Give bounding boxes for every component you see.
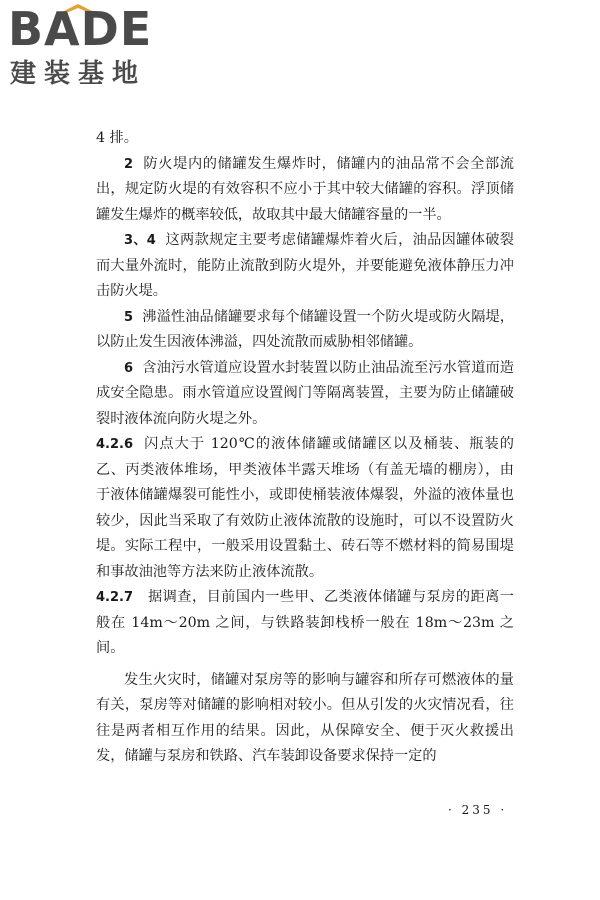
page-number: · 235 · [448,803,508,817]
logo-word: BADE [8,2,153,56]
paragraph [96,585,514,662]
paragraph-text: 据调查，目前国内一些甲、乙类液体储罐与泵房的距离一般在 14m～20m 之间，与铁路装卸栈桥一般在 18m～23m 之间。 [96,589,514,656]
paragraph [96,152,514,229]
paragraph [96,432,514,585]
clause-number: 2 [124,156,134,172]
clause-number: 5 [124,309,134,325]
paragraph-text: 闪点大于 120℃的液体储罐或储罐区以及桶装、瓶装的乙、丙类液体堆场，甲类液体半露天堆场（有盖无墙的棚房），由于液体储罐爆裂可能性小，或即使桶装液体爆裂，外溢的液体量也较少，因此当采取了有效防止液体流散的设施时，可以不设置防火堤。实际工程中，一般采用设置黏土、砖石等不燃材料的简易围堤和事故油池等方法来防止液体流散。 [96,436,514,580]
logo [8,4,188,94]
paragraph-text: 这两款规定主要考虑储罐爆炸着火后，油品因罐体破裂而大量外流时，能防止流散到防火堤外，并要能避免液体静压力冲击防火堤。 [96,232,514,299]
paragraph [96,126,514,152]
document-body [96,126,514,770]
section-number: 4.2.7 [96,590,134,605]
section-number: 4.2.6 [96,437,134,452]
paragraph [96,668,514,770]
paragraph-text: 发生火灾时，储罐对泵房等的影响与罐容和所存可燃液体的量有关，泵房等对储罐的影响相对较小。但从引发的火灾情况看，往往是两者相互作用的结果。因此，从保障安全、便于灭火救援出发，储罐与泵房和铁路、汽车装卸设备要求保持一定的 [96,671,514,764]
paragraph-text: 4 排。 [96,130,138,146]
paragraph [96,228,514,305]
clause-number: 6 [124,360,134,376]
paragraph-text: 含油污水管道应设置水封装置以防止油品流至污水管道而造成安全隐患。雨水管道应设置阀门等隔离装置，主要为防止储罐破裂时液体流向防火堤之外。 [96,359,514,427]
logo-subtitle: 建装基地 [10,59,147,89]
paragraph [96,356,514,433]
clause-number: 3、4 [124,233,156,248]
paragraph-text: 防火堤内的储罐发生爆炸时，储罐内的油品常不会全部流出，规定防火堤的有效容积不应小于其中较大储罐的容积。浮顶储罐发生爆炸的概率较低，故取其中最大储罐容量的一半。 [96,155,514,223]
paragraph [96,305,514,356]
paragraph-text: 沸溢性油品储罐要求每个储罐设置一个防火堤或防火隔堤，以防止发生因液体沸溢，四处流散而威胁相邻储罐。 [96,308,514,350]
